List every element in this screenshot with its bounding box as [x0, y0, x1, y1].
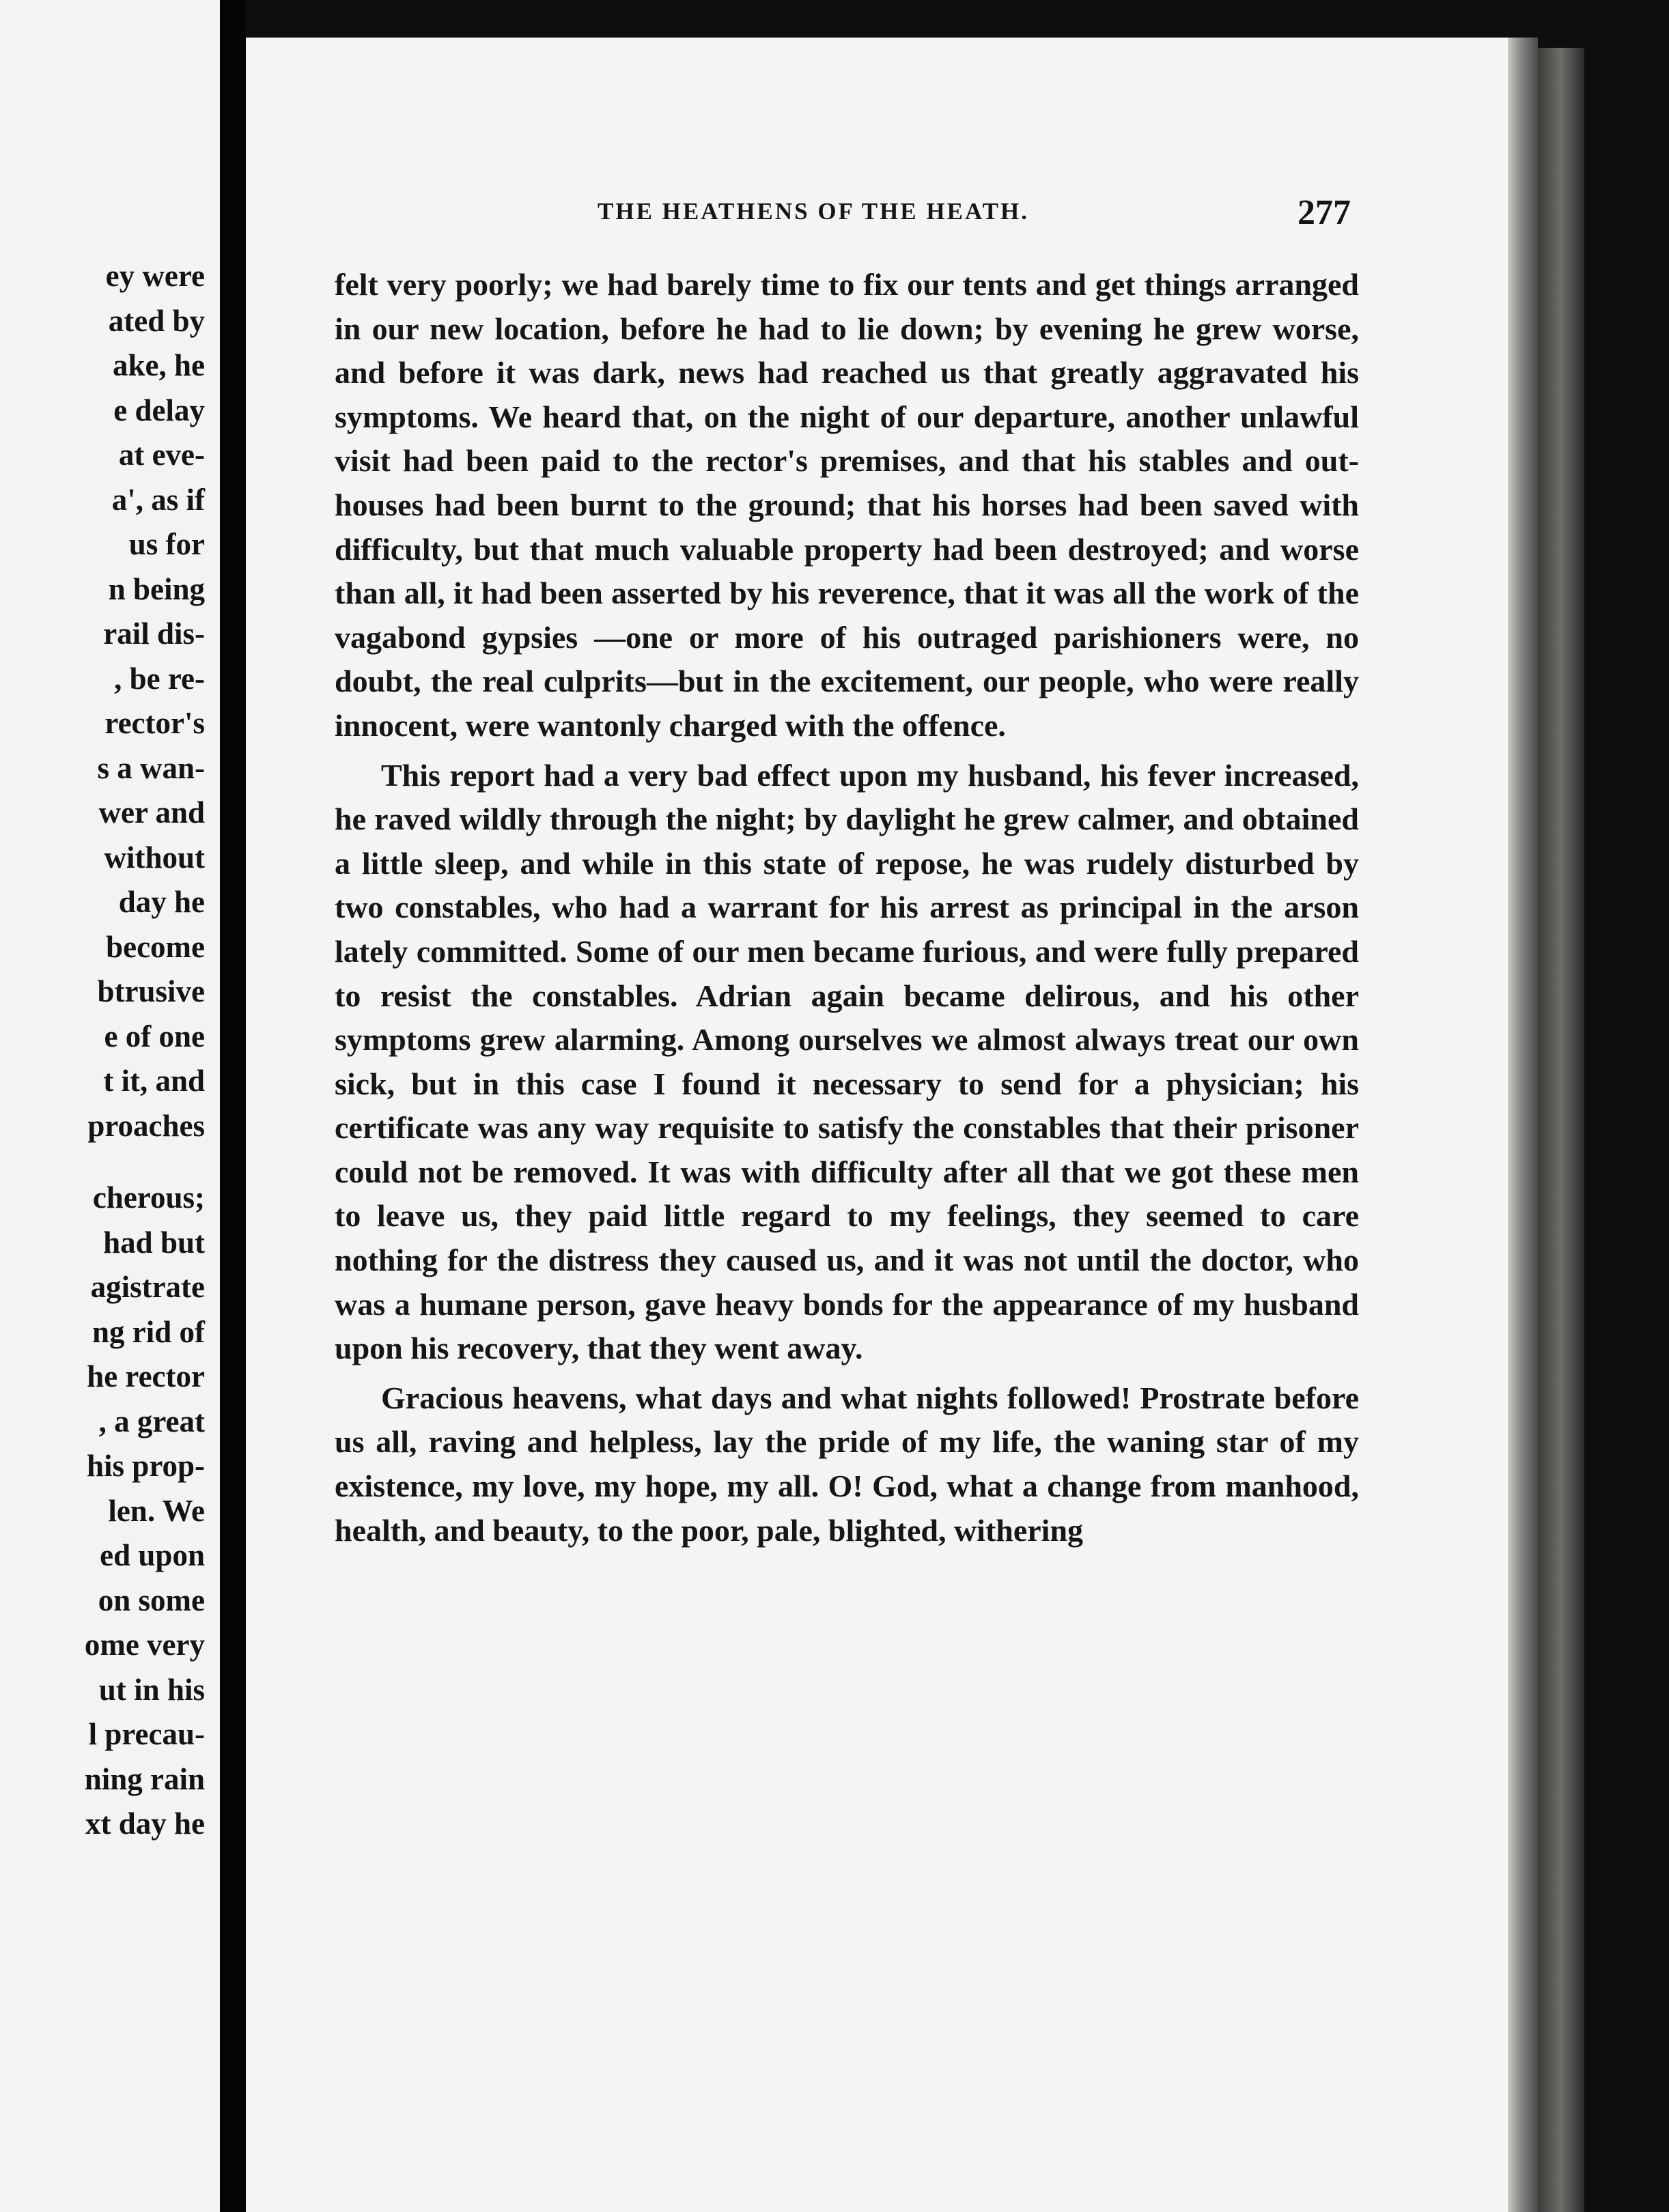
- paragraph: felt very poorly; we had barely time to fix our tents and get things arranged in our new location, before he had to lie down; by evening he grew worse, and before it was dark, news had reached us that greatly aggravated his symptoms. We heard that, on the night of our departure, another unlawful visit had been paid to the rector's premises, and that his stables and out-houses had been burnt to the ground; that his horses had been saved with difficulty, but that much valuable property had been destroyed; and worse than all, it had been asserted by his reverence, that it was all the work of the vagabond gypsies —one or more of his outraged parishioners were, no doubt, the real culprits—but in the excitement, our people, who were really innocent, were wantonly charged with the offence.: [335, 267, 1359, 743]
- previous-page-line: , be re-: [114, 661, 205, 696]
- previous-page-line: he rector: [87, 1359, 205, 1393]
- previous-page-line: his prop-: [87, 1449, 205, 1483]
- previous-page-line: rail dis-: [103, 616, 205, 651]
- previous-page-line: agistrate: [90, 1270, 205, 1304]
- previous-page-text: [0, 254, 205, 1847]
- previous-page-line: , a great: [98, 1404, 205, 1438]
- previous-page-line: without: [104, 840, 205, 875]
- book-page: [246, 38, 1508, 2212]
- previous-page-line: e delay: [113, 393, 205, 427]
- book-cover-edge: [1538, 48, 1584, 2212]
- previous-page-line: l precau-: [88, 1717, 205, 1751]
- previous-page-line: n being: [108, 571, 205, 606]
- paragraph: Gracious heavens, what days and what nights followed! Prostrate before us all, raving and helpless, lay the pride of my life, the waning star of my existence, my love, my hope, my all. O! God, what a change from manhood, health, and beauty, to the poor, pale, blighted, withering: [335, 1380, 1359, 1548]
- previous-page-line: a', as if: [111, 482, 205, 517]
- previous-page-line: day he: [118, 885, 205, 919]
- previous-page-line: rector's: [104, 706, 205, 740]
- previous-page-line: us for: [128, 527, 205, 561]
- previous-page-line: ed upon: [100, 1538, 205, 1572]
- previous-page-line: xt day he: [85, 1806, 205, 1841]
- previous-page-fragment: [0, 0, 220, 2212]
- paragraph: This report had a very bad effect upon my husband, his fever increased, he raved wildly through the night; by daylight he grew calmer, and obtained a little sleep, and while in this state of repose, he was rudely disturbed by two constables, who had a warrant for his arrest as principal in the arson lately committed. Some of our men became furious, and were fully prepared to resist the constables. Adrian again became delirous, and his other symptoms grew alarming. Among ourselves we almost always treat our own sick, but in this case I found it necessary to send for a physician; his certificate was any way requisite to satisfy the constables that their prisoner could not be removed. It was with difficulty after all that we got these men to leave us, they paid little regard to my feelings, they seemed to care nothing for the distress they caused us, and it was not until the doctor, who was a humane person, gave heavy bonds for the appearance of my husband upon his recovery, that they went away.: [335, 757, 1359, 1366]
- previous-page-line: btrusive: [97, 974, 205, 1008]
- page-edges: [1508, 38, 1538, 2212]
- previous-page-line: ated by: [108, 303, 205, 338]
- previous-page-line: cherous;: [92, 1180, 205, 1215]
- running-head: [246, 193, 1508, 239]
- paragraph-gap: [0, 1148, 205, 1176]
- book-gutter: [220, 0, 246, 2212]
- previous-page-line: ake, he: [113, 348, 205, 382]
- previous-page-line: ning rain: [84, 1761, 205, 1796]
- page-body: [335, 263, 1359, 1552]
- previous-page-line: had but: [103, 1225, 205, 1260]
- previous-page-line: on some: [98, 1583, 205, 1617]
- previous-page-line: become: [106, 929, 205, 964]
- previous-page-line: ut in his: [98, 1672, 205, 1707]
- running-head-title: THE HEATHENS OF THE HEATH.: [598, 198, 1029, 225]
- previous-page-line: at eve-: [118, 438, 205, 472]
- previous-page-line: ome very: [84, 1628, 205, 1662]
- page-number: 277: [1298, 193, 1351, 232]
- previous-page-line: ng rid of: [92, 1314, 205, 1349]
- previous-page-line: s a wan-: [97, 750, 205, 785]
- previous-page-line: wer and: [98, 795, 205, 830]
- previous-page-line: ey were: [105, 259, 205, 293]
- previous-page-line: proaches: [87, 1108, 205, 1143]
- previous-page-line: len. We: [108, 1493, 205, 1528]
- previous-page-line: t it, and: [103, 1064, 205, 1098]
- previous-page-line: e of one: [104, 1019, 205, 1053]
